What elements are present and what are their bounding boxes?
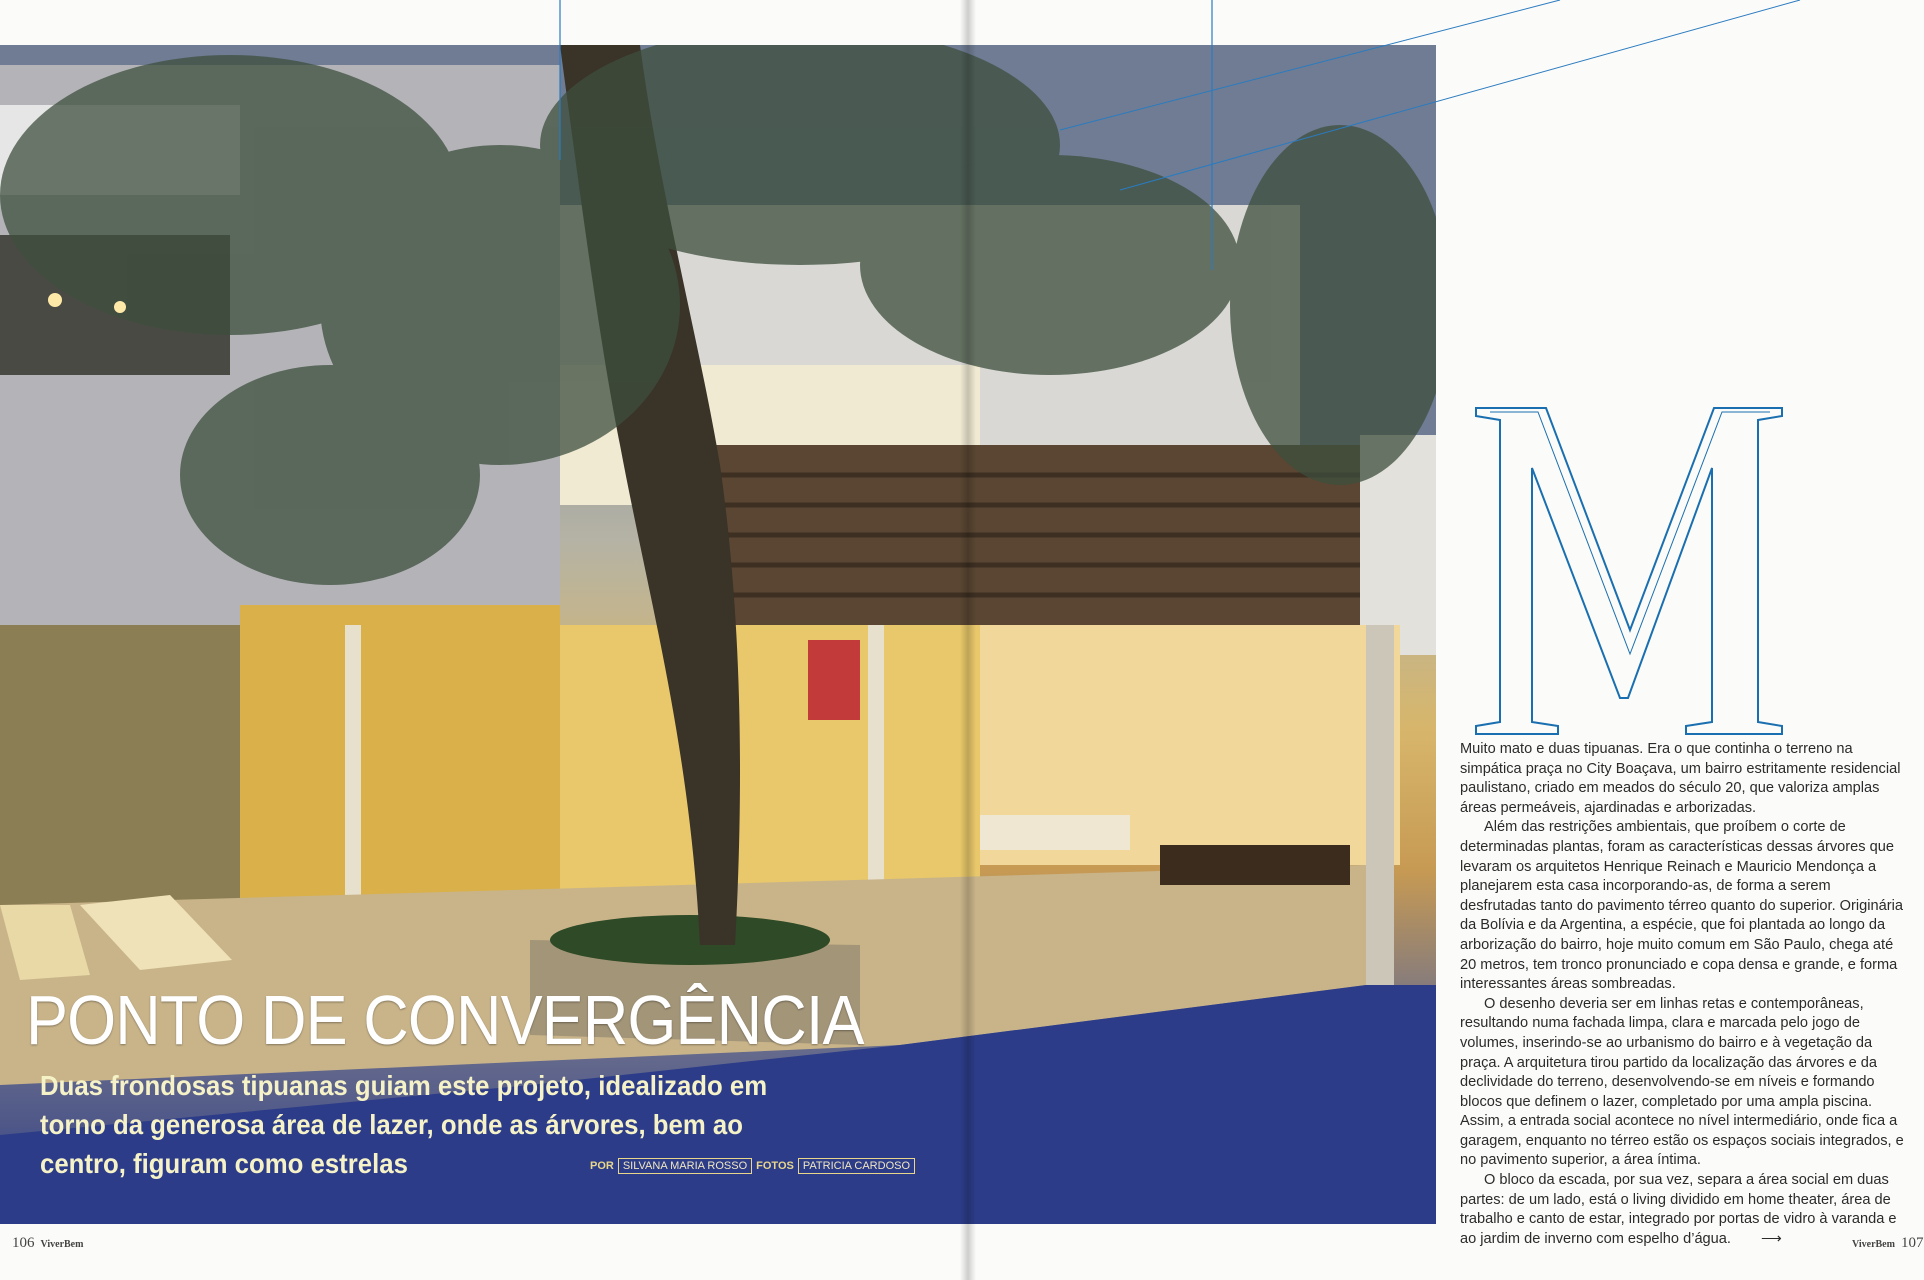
article-body [1460,740,1910,1249]
photo-label: FOTOS [756,1160,794,1172]
author-name: SILVANA MARIA ROSSO [618,1158,752,1174]
dropcap-m [1470,398,1788,742]
left-magazine-name: ViverBem [40,1239,84,1250]
right-folio [1852,1235,1923,1252]
left-folio [12,1235,83,1252]
photographer-name: PATRICIA CARDOSO [798,1158,915,1174]
article-deck: Duas frondosas tipuanas guiam este projeto, idealizado em torno da generosa área de lazer, onde as árvores, bem ao centro, figuram como estrelas [40,1070,768,1179]
paragraph-text: O bloco da escada, por sua vez, separa a área social em duas partes: de um lado, está o living dividido em home theater, área de trabalho e canto de estar, integrado por portas de vidro à varanda e ao jardim de inverno com espelho d’água. [1460,1172,1897,1247]
left-page-number: 106 [12,1235,35,1251]
by-label: POR [590,1160,614,1172]
right-magazine-name: ViverBem [1852,1239,1895,1250]
paragraph: Muito mato e duas tipuanas. Era o que continha o terreno na simpática praça no City Boaçava, um bairro estritamente residencial paulistano, criado em meados do século 20, que valoriza amplas áreas permeáveis, ajardinadas e arborizadas. [1460,741,1901,816]
article-headline: PONTO DE CONVERGÊNCIA [26,981,864,1059]
paragraph [1460,1171,1910,1249]
article-credit [590,1160,919,1172]
right-page-number: 107 [1900,1235,1924,1251]
paragraph: Além das restrições ambientais, que proíbem o corte de determinadas plantas, foram as características dessas árvores que levaram os arquitetos Henrique Reinach e Mauricio Mendonça a planejarem esta casa incorporando-as, de forma a serem desfrutadas tanto do pavimento térreo quanto do superior. Originária da Bolívia e da Argentina, a espécie, que foi plantada ao longo da arborização do bairro, hoje muito comum em São Paulo, chega até 20 metros, tem tronco pronunciado e copa densa e grande, e forma interessantes áreas sombreadas. [1460,819,1903,993]
continue-arrow-icon: ⟶ [1760,1230,1782,1247]
paragraph: O desenho deveria ser em linhas retas e contemporâneas, resultando numa fachada limpa, clara e marcada pelo jogo de volumes, inserindo-se ao urbanismo do bairro e à vegetação da praça. A arquitetura tirou partido da localização das árvores e da declividade do terreno, desenvolvendo-se em níveis e formando blocos que definem o lazer, completado por uma ampla piscina. Assim, a entrada social acontece no nível intermediário, onde fica a garagem, enquanto no térreo estão os espaços sociais integrados, e no pavimento superior, a área íntima. [1460,995,1904,1169]
